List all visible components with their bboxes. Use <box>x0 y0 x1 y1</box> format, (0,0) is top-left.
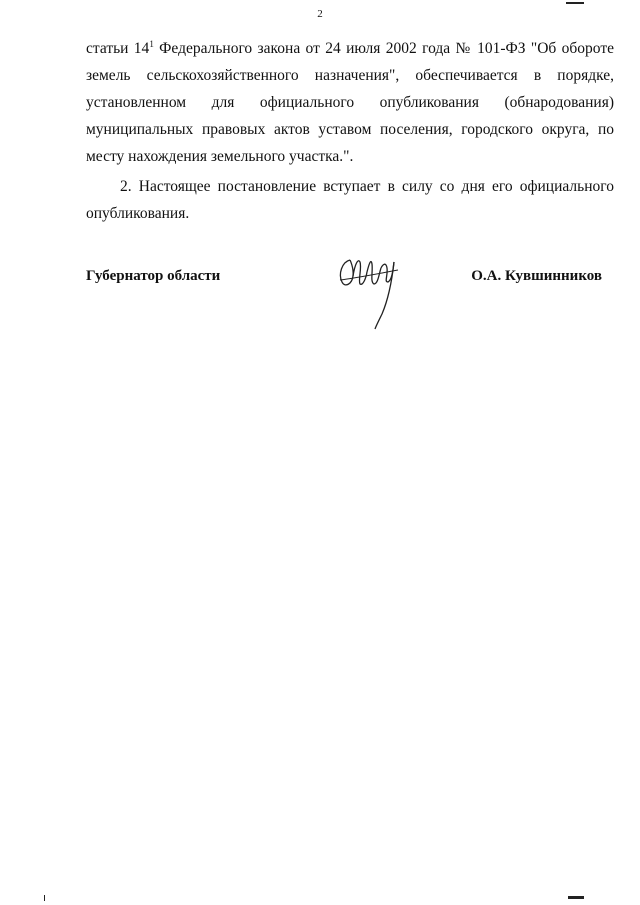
scan-mark-top-right <box>566 2 584 4</box>
signature-block <box>86 256 602 346</box>
signatory-name: О.А. Кувшинников <box>471 268 602 284</box>
body-text <box>86 35 614 230</box>
page-number: 2 <box>317 8 323 20</box>
signatory-title: Губернатор области <box>86 268 221 284</box>
handwritten-signature <box>336 250 406 332</box>
paragraph-1 <box>86 35 614 170</box>
scan-mark-bottom-right <box>568 896 584 899</box>
paragraph-1-start: статьи 14 <box>86 40 150 57</box>
article-superscript: 1 <box>149 39 154 49</box>
paragraph-1-rest: Федерального закона от 24 июля 2002 года № 101-ФЗ "Об обороте земель сельскохозяйственного назначения", обеспечивается в порядке, установленном для официального опубликования (обнародования) муниципальных правовых актов уставом поселения, городского округа, по месту нахождения земельного участка.". <box>86 40 614 165</box>
paragraph-2: 2. Настоящее постановление вступает в силу со дня его официального опубликования. <box>86 178 614 222</box>
scan-mark-bottom-left <box>44 895 45 901</box>
